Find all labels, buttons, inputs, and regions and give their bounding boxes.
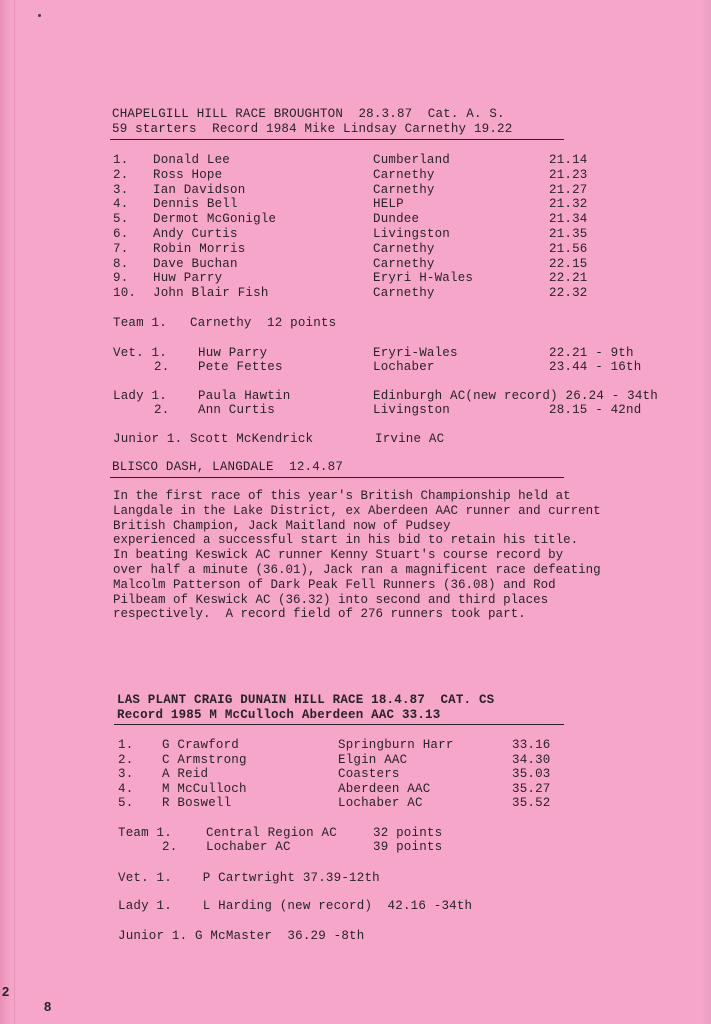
- result-club: Livingston: [373, 227, 451, 241]
- page-number-left: 2: [2, 984, 10, 999]
- race3-team1-points: 32 points: [373, 826, 443, 840]
- result-time: 21.35: [549, 227, 588, 241]
- result-club: Cumberland: [373, 153, 451, 167]
- result-time: 21.23: [549, 167, 588, 182]
- race1-lady2-club: Livingston: [373, 403, 451, 417]
- result-position: 5.: [113, 212, 129, 227]
- result-position: 4.: [113, 197, 129, 212]
- race3-team1-label: Team 1.: [118, 826, 172, 840]
- result-time: 35.52: [512, 796, 551, 810]
- race1-vet2-time: 23.44 - 16th: [549, 360, 642, 374]
- result-club: Carnethy: [373, 167, 435, 182]
- race1-heading-line1: CHAPELGILL HILL RACE BROUGHTON 28.3.87 Cat. A. S.: [112, 107, 505, 121]
- race1-junior: Junior 1. Scott McKendrick: [113, 432, 314, 446]
- race1-vet1-name: Huw Parry: [198, 346, 268, 360]
- race1-vet2-club: Lochaber: [373, 360, 435, 374]
- result-time: 35.03: [512, 767, 551, 781]
- paragraph-line: experienced a successful start in his bid to retain his title.: [113, 533, 579, 548]
- race3-heading-line2: Record 1985 M McCulloch Aberdeen AAC 33.13: [117, 708, 441, 722]
- result-name: John Blair Fish: [153, 286, 269, 301]
- result-time: 21.32: [549, 197, 588, 212]
- result-club: Eryri H-Wales: [373, 271, 474, 286]
- result-club: Elgin AAC: [338, 752, 408, 767]
- paragraph-line: over half a minute (36.01), Jack ran a magnificent race defeating: [113, 563, 601, 577]
- race2-heading: BLISCO DASH, LANGDALE 12.4.87: [112, 460, 344, 474]
- result-name: C Armstrong: [162, 752, 247, 767]
- result-time: 34.30: [512, 752, 551, 767]
- race1-vet1-time: 22.21 - 9th: [549, 346, 634, 360]
- race3-junior: Junior 1. G McMaster 36.29 -8th: [118, 929, 365, 943]
- result-time: 22.15: [549, 256, 588, 271]
- page-number: 8: [44, 999, 52, 1014]
- result-name: Dennis Bell: [153, 197, 238, 212]
- result-name: G Crawford: [162, 738, 240, 752]
- result-name: Dermot McGonigle: [153, 212, 277, 227]
- paragraph-line: British Champion, Jack Maitland now of Pudsey: [113, 518, 451, 533]
- result-position: 6.: [113, 227, 129, 241]
- race1-heading-rule: [110, 139, 564, 140]
- race3-team2-name: Lochaber AC: [206, 840, 291, 854]
- result-club: Lochaber AC: [338, 796, 423, 810]
- result-club: Carnethy: [373, 256, 435, 271]
- result-position: 2.: [118, 752, 134, 767]
- result-time: 21.34: [549, 212, 588, 227]
- punch-mark: [38, 14, 41, 17]
- result-time: 21.56: [549, 241, 588, 256]
- race1-vet1-label: Vet. 1.: [113, 346, 167, 360]
- race1-junior-club: Irvine AC: [375, 432, 445, 446]
- result-position: 4.: [118, 781, 134, 796]
- paragraph-line: In beating Keswick AC runner Kenny Stuart's course record by: [113, 548, 564, 563]
- result-position: 10.: [113, 286, 137, 301]
- result-position: 1.: [118, 738, 134, 752]
- race1-team: Team 1. Carnethy 12 points: [113, 316, 337, 330]
- result-club: Springburn Harr: [338, 738, 454, 752]
- race1-lady1-name: Paula Hawtin: [198, 389, 291, 403]
- result-time: 35.27: [512, 781, 551, 796]
- race3-team2-points: 39 points: [373, 840, 443, 854]
- race2-heading-rule: [110, 477, 564, 478]
- result-time: 22.21: [549, 271, 588, 286]
- result-club: Carnethy: [373, 286, 435, 301]
- race3-heading-line1: LAS PLANT CRAIG DUNAIN HILL RACE 18.4.87 CAT. CS: [117, 693, 495, 707]
- paragraph-line: Pilbeam of Keswick AC (36.32) into second and third places: [113, 592, 549, 607]
- result-club: Dundee: [373, 212, 420, 227]
- result-position: 1.: [113, 153, 129, 167]
- result-position: 2.: [113, 167, 129, 182]
- race1-lady2-name: Ann Curtis: [198, 403, 276, 417]
- result-name: Huw Parry: [153, 271, 223, 286]
- race1-lady1-club: Edinburgh AC(new record) 26.24 - 34th: [373, 389, 658, 403]
- race1-lady2-time: 28.15 - 42nd: [549, 403, 642, 417]
- result-position: 3.: [113, 182, 129, 197]
- result-club: Carnethy: [373, 182, 435, 197]
- result-name: Ian Davidson: [153, 182, 246, 197]
- page-edge-right: [701, 0, 711, 1024]
- paragraph-line: In the first race of this year's British Championship held at: [113, 489, 571, 503]
- result-name: R Boswell: [162, 796, 232, 810]
- race3-heading-rule: [114, 724, 564, 725]
- race1-vet2-name: Pete Fettes: [198, 360, 283, 374]
- result-name: Andy Curtis: [153, 227, 238, 241]
- result-position: 8.: [113, 256, 129, 271]
- result-name: Ross Hope: [153, 167, 223, 182]
- result-time: 33.16: [512, 738, 551, 752]
- result-name: A Reid: [162, 767, 209, 781]
- race3-vet: Vet. 1. P Cartwright 37.39-12th: [118, 871, 380, 885]
- result-club: Coasters: [338, 767, 400, 781]
- race1-vet1-club: Eryri-Wales: [373, 346, 458, 360]
- paragraph-line: Malcolm Patterson of Dark Peak Fell Runners (36.08) and Rod: [113, 577, 556, 592]
- result-club: Carnethy: [373, 241, 435, 256]
- race3-team2-label: 2.: [162, 840, 178, 854]
- race3-team1-name: Central Region AC: [206, 826, 337, 840]
- result-position: 3.: [118, 767, 134, 781]
- result-club: Aberdeen AAC: [338, 781, 431, 796]
- page-edge-left: [0, 0, 15, 1024]
- race1-vet2-label: 2.: [154, 360, 170, 374]
- result-time: 21.27: [549, 182, 588, 197]
- result-position: 9.: [113, 271, 129, 286]
- result-position: 7.: [113, 241, 129, 256]
- race1-heading-line2: 59 starters Record 1984 Mike Lindsay Carnethy 19.22: [112, 122, 513, 136]
- result-time: 21.14: [549, 153, 588, 167]
- paragraph-line: respectively. A record field of 276 runners took part.: [113, 607, 526, 622]
- race3-lady: Lady 1. L Harding (new record) 42.16 -34th: [118, 899, 473, 913]
- result-position: 5.: [118, 796, 134, 810]
- result-name: Donald Lee: [153, 153, 231, 167]
- result-name: M McCulloch: [162, 781, 247, 796]
- result-club: HELP: [373, 197, 404, 212]
- race1-lady2-label: 2.: [154, 403, 170, 417]
- paragraph-line: Langdale in the Lake District, ex Aberdeen AAC runner and current: [113, 503, 601, 518]
- result-name: Dave Buchan: [153, 256, 238, 271]
- result-time: 22.32: [549, 286, 588, 301]
- result-name: Robin Morris: [153, 241, 246, 256]
- race1-lady1-label: Lady 1.: [113, 389, 167, 403]
